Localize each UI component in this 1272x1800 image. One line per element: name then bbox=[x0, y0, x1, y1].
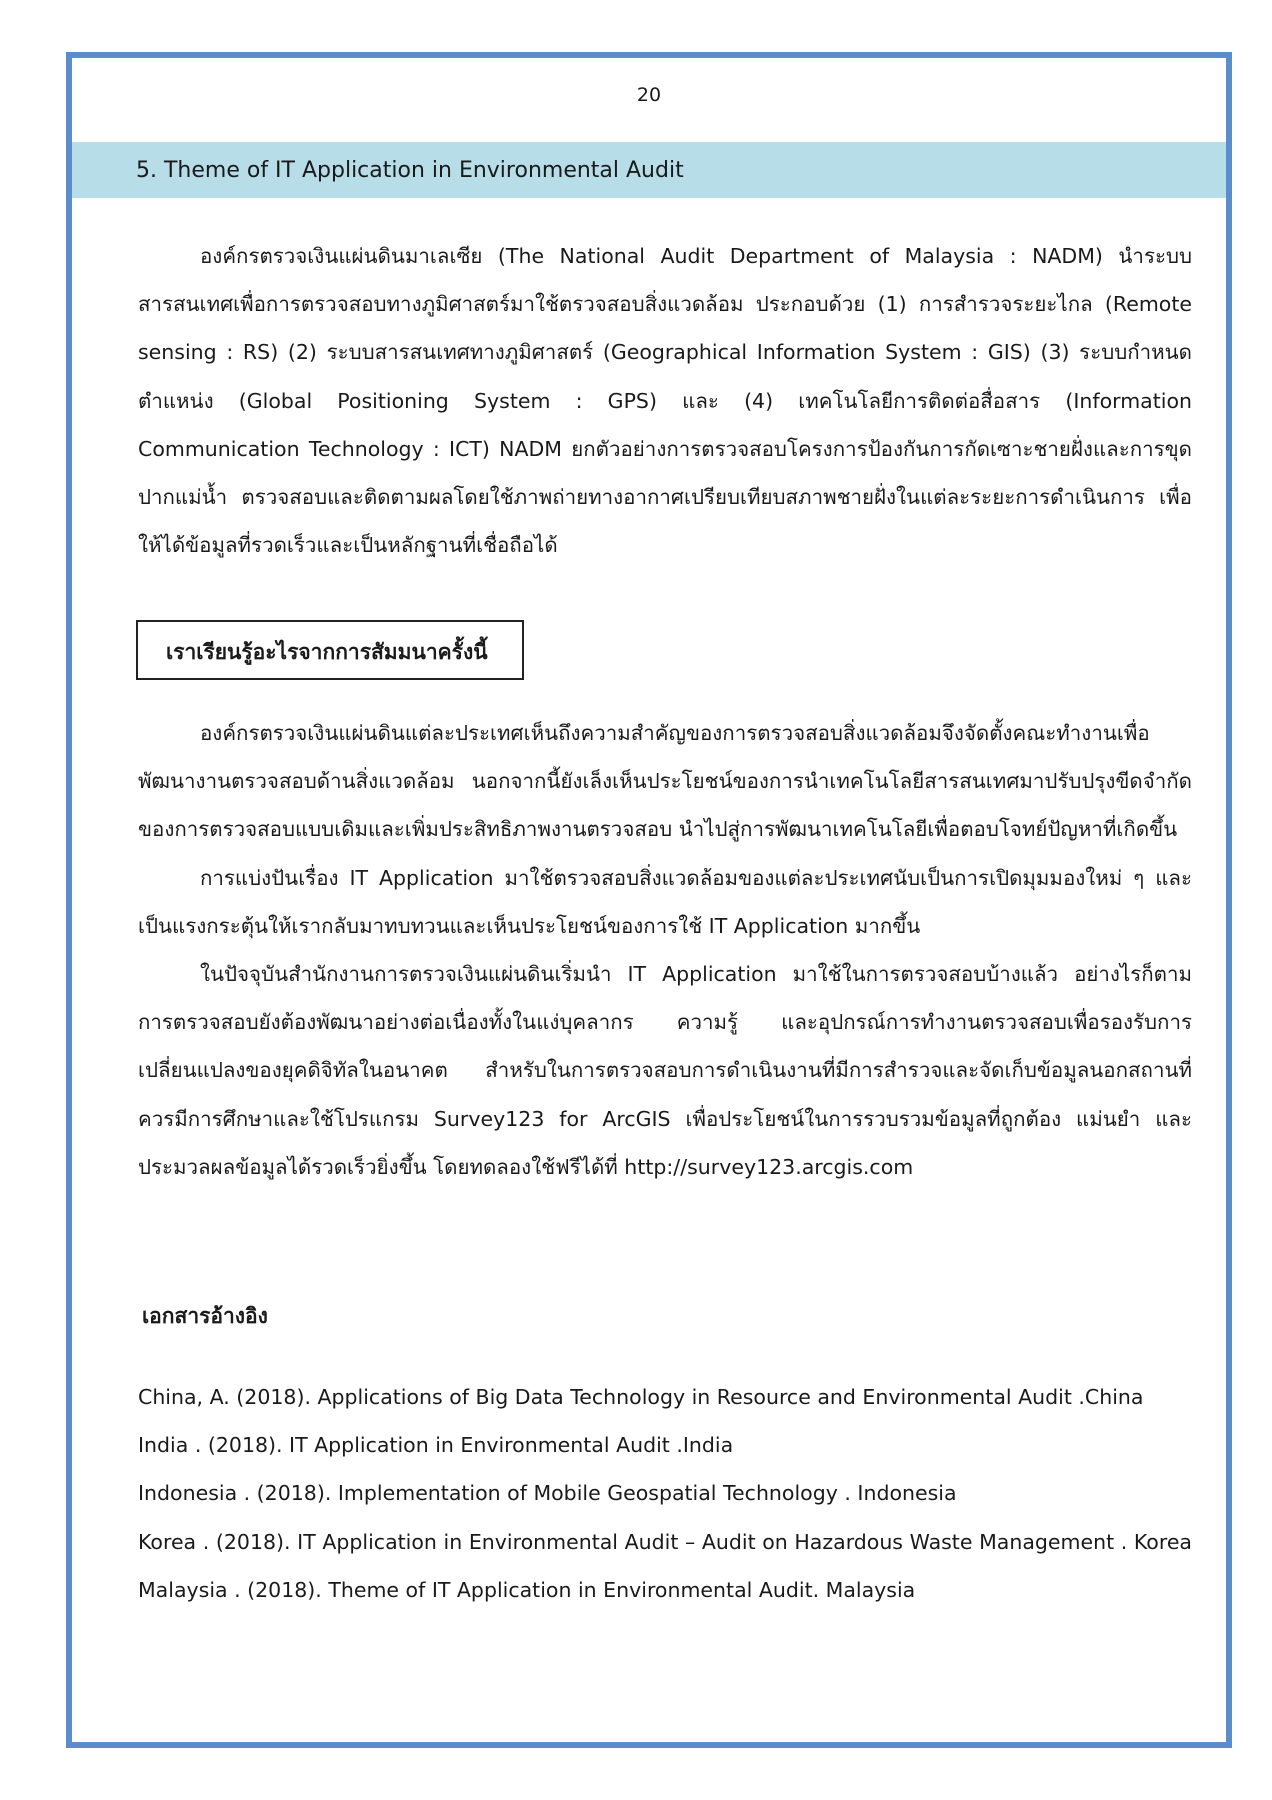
section-heading-band bbox=[72, 142, 1226, 198]
references-heading: เอกสารอ้างอิง bbox=[142, 1304, 268, 1328]
reference-item: India . (2018). IT Application in Environmental Audit .India bbox=[138, 1433, 734, 1458]
intro-section bbox=[138, 232, 1192, 569]
page-number: 20 bbox=[636, 84, 662, 106]
references-list bbox=[138, 1373, 1192, 1614]
reference-item: Malaysia . (2018). Theme of IT Application in Environmental Audit. Malaysia bbox=[138, 1577, 916, 1602]
page-frame bbox=[66, 52, 1232, 1748]
intro-paragraph: องค์กรตรวจเงินแผ่นดินมาเลเซีย (The National Audit Department of Malaysia : NADM) นำระบบสารสนเทศเพื่อการตรวจสอบทางภูมิศาสตร์มาใช้ตรวจสอบสิ่งแวดล้อม ประกอบด้วย (1) การสำรวจระยะไกล (Remote sensing : RS) (2) ระบบสารสนเทศทางภูมิศาสตร์ (Geographical Information System : GIS) (3) ระบบกำหนดตำแหน่ง (Global Positioning System : GPS) และ (4) เทคโนโลยีการติดต่อสื่อสาร (Information Communication Technology : ICT) NADM ยกตัวอย่างการตรวจสอบโครงการป้องกันการกัดเซาะชายฝั่งและการขุดปากแม่น้ำ ตรวจสอบและติดตามผลโดยใช้ภาพถ่ายทางอากาศเปรียบเทียบสภาพชายฝั่งในแต่ละระยะการดำเนินการ เพื่อให้ได้ข้อมูลที่รวดเร็วและเป็นหลักฐานที่เชื่อถือได้ bbox=[138, 244, 1192, 558]
learned-section bbox=[138, 709, 1192, 1191]
reference-item: Indonesia . (2018). Implementation of Mobile Geospatial Technology . Indonesia bbox=[138, 1481, 957, 1506]
learned-paragraph-2: การแบ่งปันเรื่อง IT Application มาใช้ตรวจสอบสิ่งแวดล้อมของแต่ละประเทศนับเป็นการเปิดมุมมองใหม่ ๆ และเป็นแรงกระตุ้นให้เรากลับมาทบทวนและเห็นประโยชน์ของการใช้ IT Application มากขึ้น bbox=[138, 865, 1192, 938]
section-heading: 5. Theme of IT Application in Environmental Audit bbox=[136, 158, 684, 183]
learned-paragraph-1: องค์กรตรวจเงินแผ่นดินแต่ละประเทศเห็นถึงความสำคัญของการตรวจสอบสิ่งแวดล้อมจึงจัดตั้งคณะทำงานเพื่อพัฒนางานตรวจสอบด้านสิ่งแวดล้อม นอกจากนี้ยังเล็งเห็นประโยชน์ของการนำเทคโนโลยีสารสนเทศมาปรับปรุงขีดจำกัดของการตรวจสอบแบบเดิมและเพิ่มประสิทธิภาพงานตรวจสอบ นำไปสู่การพัฒนาเทคโนโลยีเพื่อตอบโจทย์ปัญหาที่เกิดขึ้น bbox=[138, 721, 1192, 842]
learned-heading: เราเรียนรู้อะไรจากการสัมมนาครั้งนี้ bbox=[136, 620, 524, 680]
reference-item: Korea . (2018). IT Application in Environmental Audit – Audit on Hazardous Waste Management . Korea bbox=[138, 1529, 1192, 1554]
learned-paragraph-3: ในปัจจุบันสำนักงานการตรวจเงินแผ่นดินเริ่มนำ IT Application มาใช้ในการตรวจสอบบ้างแล้ว อย่างไรก็ตาม การตรวจสอบยังต้องพัฒนาอย่างต่อเนื่องทั้งในแง่บุคลากร ความรู้ และอุปกรณ์การทำงานตรวจสอบเพื่อรองรับการเปลี่ยนแปลงของยุคดิจิทัลในอนาคต สำหรับในการตรวจสอบการดำเนินงานที่มีการสำรวจและจัดเก็บข้อมูลนอกสถานที่ ควรมีการศึกษาและใช้โปรแกรม Survey123 for ArcGIS เพื่อประโยชน์ในการรวบรวมข้อมูลที่ถูกต้อง แม่นยำ และประมวลผลข้อมูลได้รวดเร็วยิ่งขึ้น โดยทดลองใช้ฟรีได้ที่ http://survey123.arcgis.com bbox=[138, 962, 1192, 1179]
reference-item: China, A. (2018). Applications of Big Data Technology in Resource and Environmental Audit .China bbox=[138, 1385, 1144, 1409]
